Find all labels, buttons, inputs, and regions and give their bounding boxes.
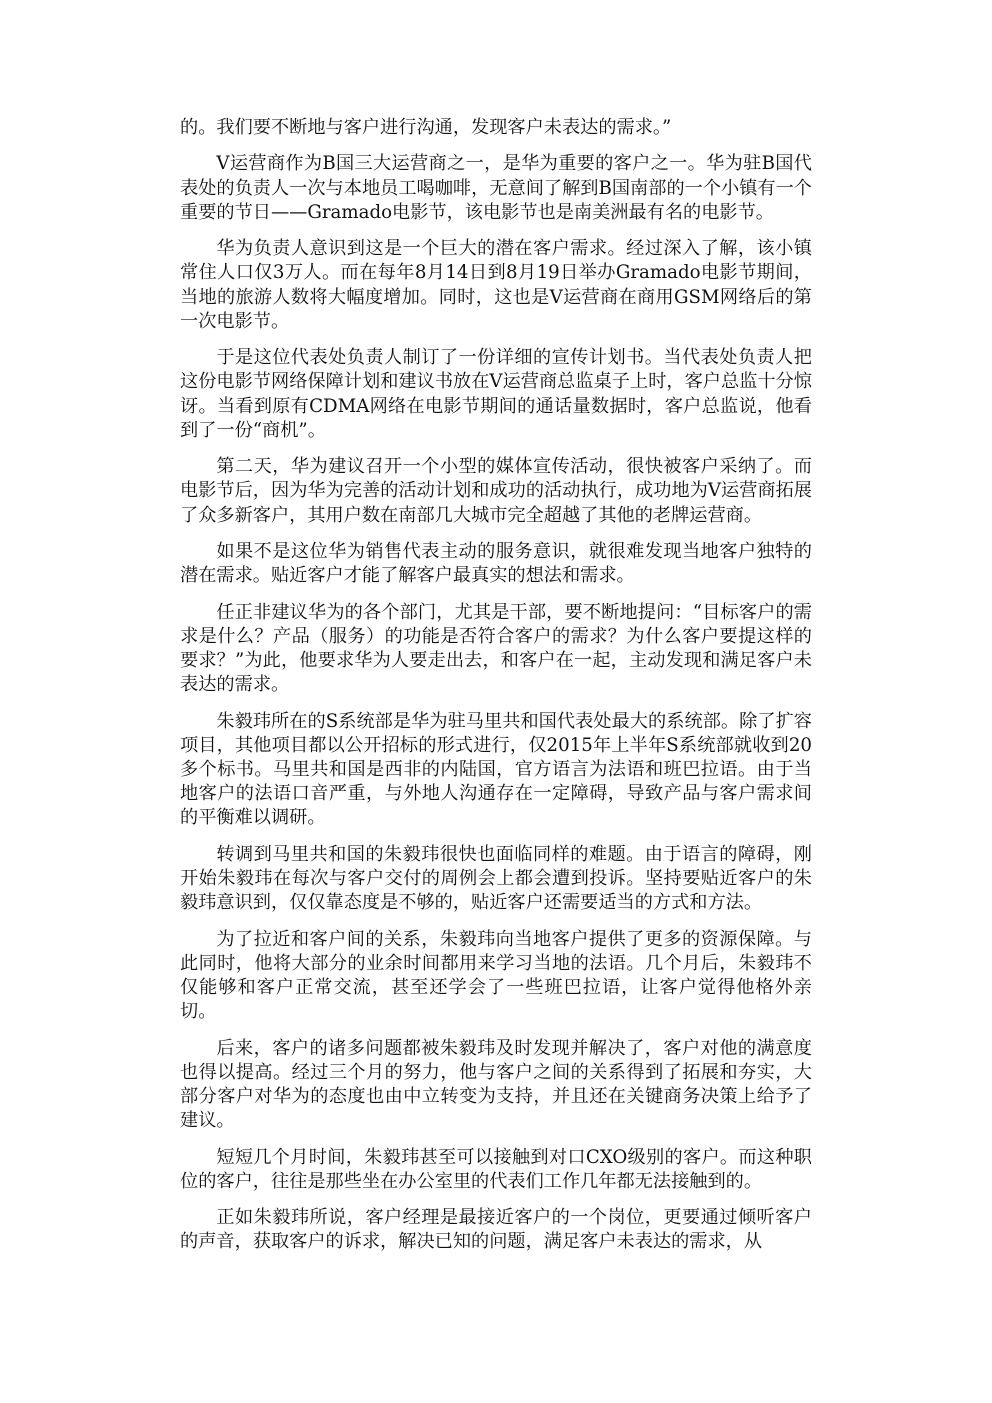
- paragraph-account-manager: 正如朱毅玮所说，客户经理是最接近客户的一个岗位，更要通过倾听客户的声音，获取客户的诉求，解决已知的问题，满足客户未表达的需求，从: [180, 1207, 812, 1253]
- paragraph-promotion-plan: 于是这位代表处负责人制订了一份详细的宣传计划书。当代表处负责人把这份电影节网络保障计划和建议书放在V运营商总监桌子上时，客户总监十分惊讶。当看到原有CDMA网络在电影节期间的通话量数据时，客户总监说，他看到了一份“商机”。: [180, 347, 812, 441]
- paragraph-service-awareness: 如果不是这位华为销售代表主动的服务意识，就很难发现当地客户独特的潜在需求。贴近客户才能了解客户最真实的想法和需求。: [180, 540, 812, 587]
- document-page: [180, 116, 812, 1267]
- paragraph-learning-french: 为了拉近和客户间的关系，朱毅玮向当地客户提供了更多的资源保障。与此同时，他将大部分的业余时间都用来学习当地的法语。几个月后，朱毅玮不仅能够和客户正常交流，甚至还学会了一些班巴拉语，让客户觉得他格外亲切。: [180, 928, 812, 1023]
- paragraph-ren-zhengfei: 任正非建议华为的各个部门，尤其是干部，要不断地提问：“目标客户的需求是什么？产品（服务）的功能是否符合客户的需求？为什么客户要提这样的要求？”为此，他要求华为人要走出去，和客户在一起，主动发现和满足客户未表达的需求。: [180, 601, 812, 696]
- paragraph-media-event: 第二天，华为建议召开一个小型的媒体宣传活动，很快被客户采纳了。而电影节后，因为华为完善的活动计划和成功的活动执行，成功地为V运营商拓展了众多新客户，其用户数在南部几大城市完全超越了其他的老牌运营商。: [180, 456, 812, 526]
- paragraph-cxo-access: 短短几个月时间，朱毅玮甚至可以接触到对口CXO级别的客户。而这种职位的客户，往往是那些坐在办公室里的代表们工作几年都无法接触到的。: [180, 1146, 812, 1192]
- paragraph-s-system-dept: 朱毅玮所在的S系统部是华为驻马里共和国代表处最大的系统部。除了扩容项目，其他项目都以公开招标的形式进行，仅2015年上半年S系统部就收到20多个标书。马里共和国是西非的内陆国，官方语言为法语和班巴拉语。由于当地客户的法语口音严重，与外地人沟通存在一定障碍，导致产品与客户需求间的平衡难以调研。: [180, 710, 812, 829]
- paragraph-v-operator: V运营商作为B国三大运营商之一，是华为重要的客户之一。华为驻B国代表处的负责人一次与本地员工喝咖啡，无意间了解到B国南部的一个小镇有一个重要的节日——Gramado电影节，该电影节也是南美洲最有名的电影节。: [180, 153, 812, 223]
- paragraph-continuation: 的。我们要不断地与客户进行沟通，发现客户未表达的需求。”: [180, 117, 672, 138]
- paragraph-potential-demand: 华为负责人意识到这是一个巨大的潜在客户需求。经过深入了解，该小镇常住人口仅3万人。而在每年8月14日到8月19日举办Gramado电影节期间，当地的旅游人数将大幅度增加。同时，这也是V运营商在商用GSM网络后的第一次电影节。: [180, 238, 812, 332]
- paragraph-customer-satisfaction: 后来，客户的诸多问题都被朱毅玮及时发现并解决了，客户对他的满意度也得以提高。经过三个月的努力，他与客户之间的关系得到了拓展和夯实，大部分客户对华为的态度也由中立转变为支持，并且还在关键商务决策上给予了建议。: [180, 1037, 812, 1132]
- paragraph-language-barrier: 转调到马里共和国的朱毅玮很快也面临同样的难题。由于语言的障碍，刚开始朱毅玮在每次与客户交付的周例会上都会遭到投诉。坚持要贴近客户的朱毅玮意识到，仅仅靠态度是不够的，贴近客户还需要适当的方式和方法。: [180, 843, 812, 914]
